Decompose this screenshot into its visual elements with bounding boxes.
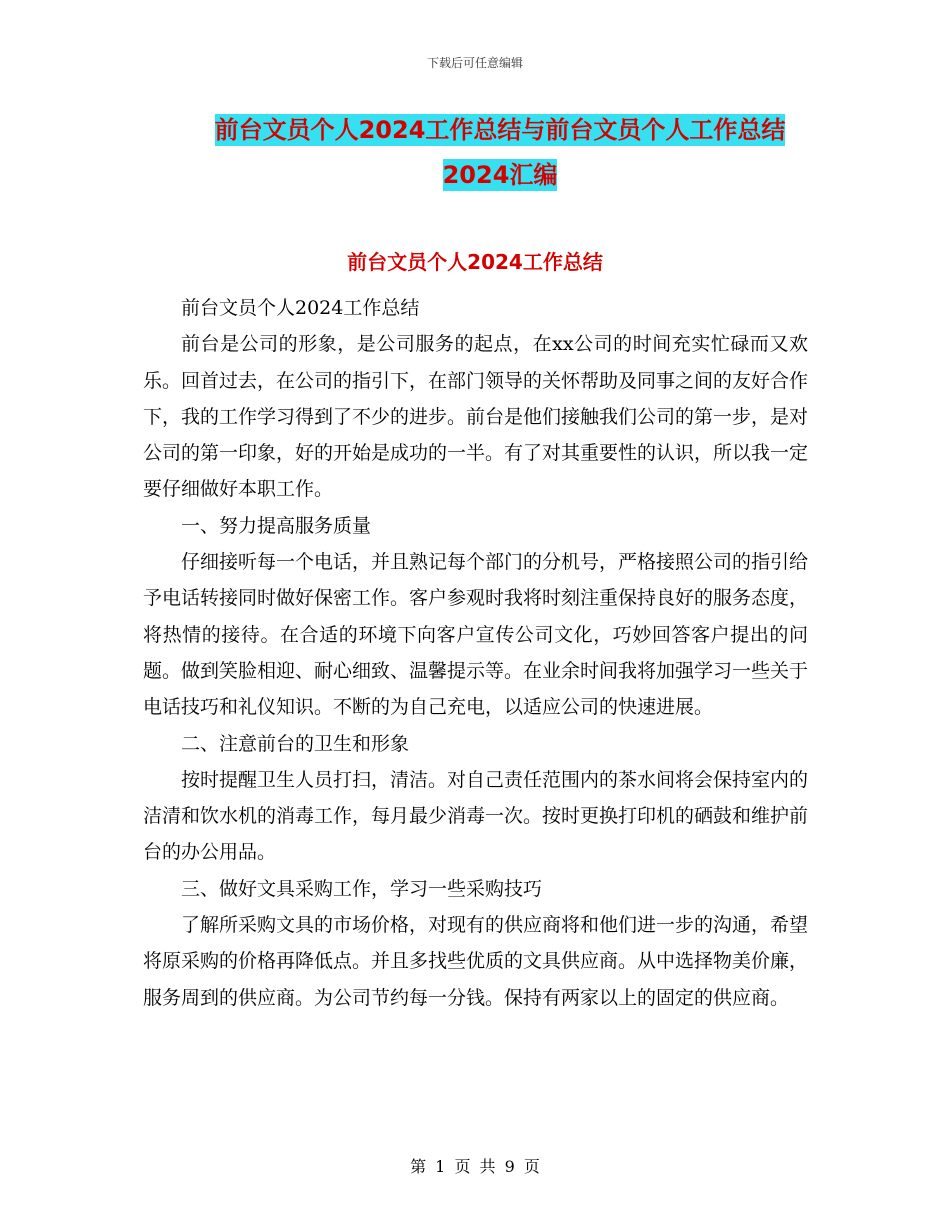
heading-hygiene-image: 二、注意前台的卫生和形象: [181, 732, 410, 755]
section-title: 前台文员个人2024工作总结: [347, 250, 603, 274]
paragraph-intro: 前台是公司的形象，是公司服务的起点，在xx公司的时间充实忙碌而又欢乐。回首过去，在公司的指引下，在部门领导的关怀帮助及同事之间的友好合作下，我的工作学习得到了不少的进步。前台是他们接触我们公司的第一步，是对公司的第一印象，好的开始是成功的一半。有了对其重要性的认识，所以我一定要仔细做好本职工作。: [143, 333, 809, 501]
document-title-line1: 前台文员个人2024工作总结与前台文员个人工作总结: [214, 116, 786, 144]
document-title: [145, 108, 855, 198]
paragraph-stationery-purchase: 了解所采购文具的市场价格，对现有的供应商将和他们进一步的沟通，希望将原采购的价格再降低点。并且多找些优质的文具供应商。从中选择物美价廉，服务周到的供应商。为公司节约每一分钱。保持有两家以上的固定的供应商。: [143, 914, 809, 1009]
document-body: [143, 290, 808, 1016]
paragraph-service-quality: 仔细接听每一个电话，并且熟记每个部门的分机号，严格接照公司的指引给予电话转接同时做好保密工作。客户参观时我将时刻注重保持良好的服务态度，将热情的接待。在合适的环境下向客户宣传公司文化，巧妙回答客户提出的问题。做到笑脸相迎、耐心细致、温馨提示等。在业余时间我将加强学习一些关于电话技巧和礼仪知识。不断的为自己充电，以适应公司的快速进展。: [143, 551, 809, 719]
heading-stationery-purchase: 三、做好文具采购工作，学习一些采购技巧: [181, 877, 543, 900]
page-header-note: 下载后可任意编辑: [426, 56, 523, 70]
heading-service-quality: 一、努力提高服务质量: [181, 514, 372, 537]
page-number: 第 1 页 共 9 页: [410, 1157, 540, 1176]
paragraph-subtitle: 前台文员个人2024工作总结: [181, 297, 420, 319]
document-title-line2: 2024汇编: [442, 161, 558, 189]
paragraph-hygiene-image: 按时提醒卫生人员打扫，清洁。对自己责任范围内的茶水间将会保持室内的洁清和饮水机的消毒工作，每月最少消毒一次。按时更换打印机的硒鼓和维护前台的办公用品。: [143, 768, 809, 864]
